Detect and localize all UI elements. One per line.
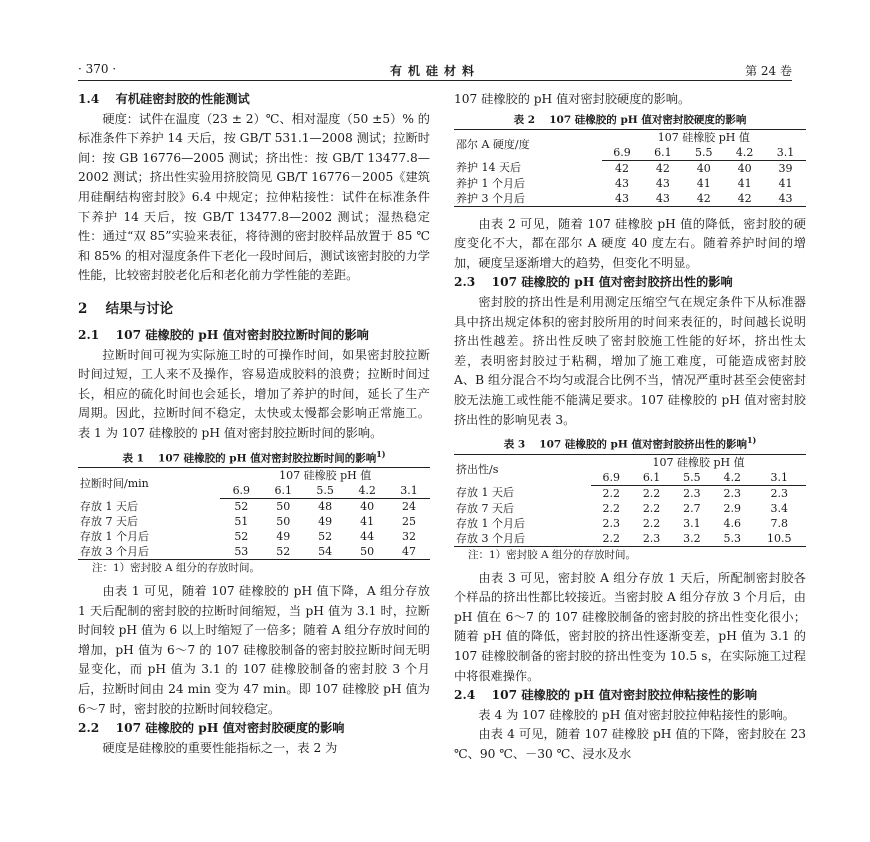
section-2-1-title: 2.1 107 硅橡胶的 pH 值对密封胶拉断时间的影响 <box>78 327 369 342</box>
table-row: 养护 3 个月后 43 43 42 42 43 <box>454 191 806 207</box>
ph-header: 3.1 <box>388 483 430 499</box>
table-2 <box>454 129 806 207</box>
header-rule <box>78 80 792 81</box>
section-2-4-text-2: 由表 4 可见，随着 107 硅橡胶 pH 值的下降，密封胶在 23 ℃、90 ℃、－30 ℃、浸水及水 <box>454 727 806 761</box>
table-row: 存放 7 天后 51 50 49 41 25 <box>80 515 417 528</box>
journal-title: 有机硅材料 <box>389 64 480 78</box>
right-column <box>454 90 806 765</box>
table-3-caption: 表 3 107 硅橡胶的 pH 值对密封胶挤出性的影响$^{1)}$ <box>503 435 757 451</box>
ph-header: 6.9 <box>602 145 643 161</box>
table-1-analysis: 由表 1 可见，随着 107 硅橡胶的 pH 值下降，A 组分存放 1 天后配制的密封胶的拉断时间缩短，当 pH 值为 3.1 时，拉断时间较 pH 值为 6 以上时缩短了一倍多；随着 A 组分存放时间的增加，pH 值为 6～7 的 107 硅橡胶制备的密封胶拉断时间无明显变化，而 pH 值为 3.1 的 107 硅橡胶制备的密封胶 3 个月后，拉断时间由 24 min 变为 47 min。即 107 硅橡胶 pH 值为 6～7 时，密封胶的拉断时间较稳定。 <box>78 584 430 716</box>
ph-header: 5.5 <box>304 483 346 499</box>
volume-label: 第 24 卷 <box>745 64 792 78</box>
table-row: 存放 1 个月后 2.3 2.2 3.1 4.6 7.8 <box>456 516 788 530</box>
ph-header: 6.1 <box>642 145 683 161</box>
left-column <box>78 90 430 758</box>
ph-header: 4.2 <box>724 145 765 161</box>
section-2-3-title: 2.3 107 硅橡胶的 pH 值对密封胶挤出性的影响 <box>454 275 733 290</box>
ph-header: 6.1 <box>631 470 671 486</box>
table-row: 存放 3 个月后 2.2 2.3 3.2 5.3 10.5 <box>454 531 806 547</box>
table-1 <box>78 467 430 560</box>
ph-header: 4.2 <box>346 483 388 499</box>
table-row: 存放 1 天后 2.2 2.2 2.3 2.3 2.3 <box>456 486 788 500</box>
table-2-caption: 表 2 107 硅橡胶的 pH 值对密封胶硬度的影响 <box>513 113 747 126</box>
ph-header: 5.5 <box>672 470 712 486</box>
section-2-2-title: 2.2 107 硅橡胶的 pH 值对密封胶硬度的影响 <box>78 721 345 736</box>
ph-header: 3.1 <box>752 470 806 486</box>
section-2-2-text: 硬度是硅橡胶的重要性能指标之一，表 2 为 <box>102 740 338 755</box>
table-row: 存放 3 个月后 53 52 54 50 47 <box>78 544 430 560</box>
table-3-analysis: 由表 3 可见，密封胶 A 组分存放 1 天后，所配制密封胶各个样品的挤出性都比较接近。当密封胶 A 组分存放 3 个月后，由 pH 值在 6～7 的 107 硅橡胶制备的密封胶的挤出性变化很小；随着 pH 值的降低，密封胶的挤出性逐渐变差，pH 值为 3.1 的 107 硅橡胶制备的密封胶的挤出性变为 10.5 s，在实际施工过程中将很难操作。 <box>454 570 806 683</box>
table-2-analysis: 由表 2 可见，随着 107 硅橡胶 pH 值的降低，密封胶的硬度变化不大，都在邵尔 A 硬度 40 度左右。随着养护时间的增加，硬度呈逐渐增大的趋势，但变化不明显。 <box>454 216 806 270</box>
ph-header: 5.5 <box>683 145 724 161</box>
ph-header: 6.9 <box>591 470 631 486</box>
section-2-title: 2 结果与讨论 <box>78 300 174 317</box>
table-row: 养护 14 天后 42 42 40 40 39 <box>456 161 793 175</box>
section-2-2-continued: 107 硅橡胶的 pH 值对密封胶硬度的影响。 <box>454 92 691 106</box>
table-row-header: 挤出性/s <box>454 454 591 485</box>
table-1-caption: 表 1 107 硅橡胶的 pH 值对密封胶拉断时间的影响$^{1)}$ <box>122 448 386 464</box>
table-row: 养护 1 个月后 43 43 41 41 41 <box>456 176 793 190</box>
table-row-header: 邵尔 A 硬度/度 <box>454 129 602 160</box>
table-row: 存放 1 个月后 52 49 52 44 32 <box>80 530 417 543</box>
table-3 <box>454 454 806 547</box>
table-1-note: 注：1）密封胶 A 组分的存放时间。 <box>92 562 260 574</box>
page-header <box>78 60 792 82</box>
ph-header: 6.1 <box>262 483 304 499</box>
table-row-header: 拉断时间/min <box>78 468 220 499</box>
section-2-1-text: 拉断时间可视为实际施工时的可操作时间，如果密封胶拉断时间过短，工人来不及操作，容易造成胶料的浪费；拉断时间过长，相应的硫化时间也会延长，增加了养护的时间，延长了生产周期。因此，拉断时间不稳定，太快或太慢都会影响正常施工。表 1 为 107 硅橡胶的 pH 值对密封胶拉断时间的影响。 <box>78 347 430 440</box>
section-1-4-text: 硬度：试件在温度（23 ± 2）℃、相对湿度（50 ±5）% 的标准条件下养护 14 天后，按 GB/T 531.1—2008 测试；拉断时间：按 GB 16776—2005 测试；挤出性：按 GB/T 13477.8—2002 测试；挤出性实验用挤胶筒见 GB/T 16776－2005《建筑用硅酮结构密封胶》6.4 中规定；拉伸粘接性：试件在标准条件下养护 14 天后，按 GB/T 13477.8—2002 测试；湿热稳定性：通过“双 85”实验来表征，将待测的密封胶样品放置于 85 ℃和 85% 的相对湿度条件下老化一段时间后，测试该密封胶的力学性能，比较密封胶老化后和老化前力学性能的差距。 <box>78 111 430 283</box>
ph-header: 6.9 <box>220 483 262 499</box>
table-row: 存放 7 天后 2.2 2.2 2.7 2.9 3.4 <box>456 501 788 515</box>
section-2-4-text-1: 表 4 为 107 硅橡胶的 pH 值对密封胶拉伸粘接性的影响。 <box>478 707 795 722</box>
page-number: · 370 · <box>78 62 117 76</box>
ph-header: 3.1 <box>765 145 806 161</box>
table-3-note: 注：1）密封胶 A 组分的存放时间。 <box>468 548 636 561</box>
section-2-3-text: 密封胶的挤出性是利用测定压缩空气在规定条件下从标准器具中挤出规定体积的密封胶所用的时间来表征的，时间越长说明挤出性越差。挤出性反映了密封胶施工性能的好坏，挤出性太差，表明密封胶过于粘稠，增加了施工难度，可能造成密封胶 A、B 组分混合不均匀或混合比例不当，情况严重时甚至会使密封胶无法施工或性能不能满足要求。107 硅橡胶的 pH 值对密封胶挤出性的影响见表 3。 <box>454 294 806 427</box>
section-1-4-title: 1.4 有机硅密封胶的性能测试 <box>78 92 250 106</box>
table-column-group-header: 107 硅橡胶 pH 值 <box>591 454 806 470</box>
section-2-4-title: 2.4 107 硅橡胶的 pH 值对密封胶拉伸粘接性的影响 <box>454 688 758 703</box>
table-column-group-header: 107 硅橡胶 pH 值 <box>602 129 806 145</box>
table-row: 存放 1 天后 52 50 48 40 24 <box>80 499 417 513</box>
table-column-group-header: 107 硅橡胶 pH 值 <box>220 468 430 484</box>
ph-header: 4.2 <box>712 470 752 486</box>
